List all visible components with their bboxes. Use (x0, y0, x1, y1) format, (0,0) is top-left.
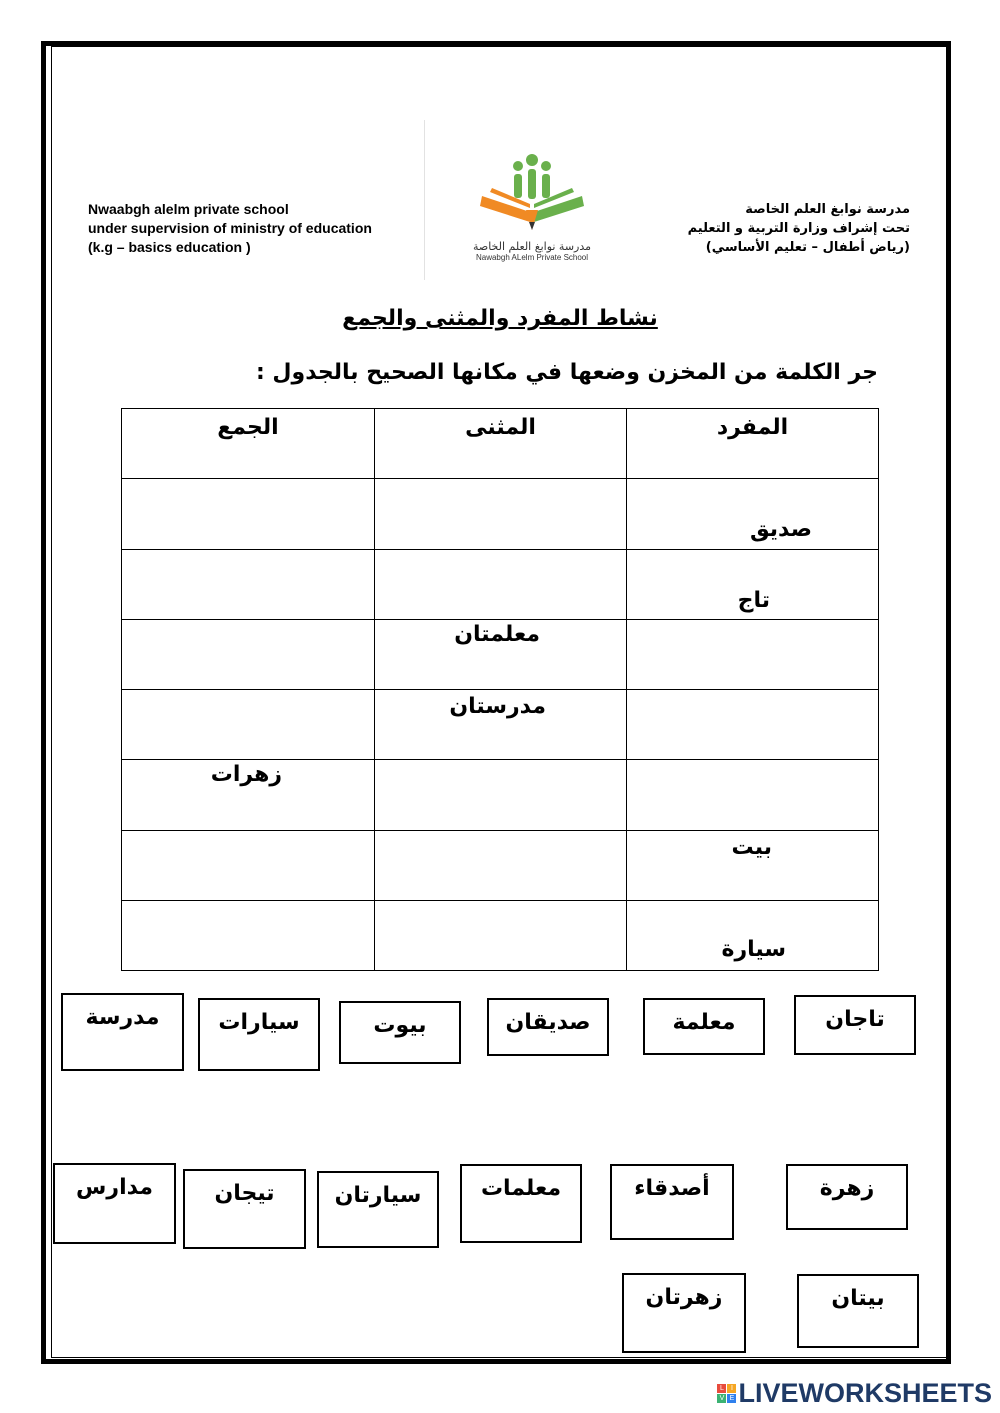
school-header-english (88, 200, 388, 257)
header-arabic-line: تحت إشراف وزارة التربية و التعليم (687, 221, 910, 236)
header-arabic-line: (رياض أطفال – تعليم الأساسي) (705, 240, 910, 255)
word-card[interactable]: معلمات (460, 1164, 582, 1243)
logo-arabic-name: مدرسة نوابغ العلم الخاصة (472, 240, 592, 253)
header-dual: المثنى (375, 409, 627, 479)
logo-letter: I (727, 1384, 736, 1393)
answer-table (121, 408, 879, 971)
drop-cell[interactable] (375, 549, 627, 619)
table-row (122, 619, 879, 689)
drop-cell[interactable] (122, 900, 375, 970)
table-header-row (122, 409, 879, 479)
drop-cell[interactable] (627, 830, 879, 900)
drop-cell[interactable] (122, 690, 375, 760)
word-card[interactable]: مدارس (53, 1163, 176, 1244)
logo-letter: L (717, 1384, 726, 1393)
drop-cell[interactable] (122, 760, 375, 830)
drop-cell[interactable] (627, 690, 879, 760)
word-card[interactable]: زهرة (786, 1164, 908, 1230)
drop-cell[interactable] (627, 900, 879, 970)
word-card[interactable]: تاجان (794, 995, 916, 1055)
cell-word: بيت (731, 834, 772, 860)
drop-cell[interactable] (122, 479, 375, 549)
drop-cell[interactable] (122, 549, 375, 619)
drop-cell[interactable] (627, 549, 879, 619)
word-card[interactable]: زهرتان (622, 1273, 746, 1353)
word-card[interactable]: أصدقاء (610, 1164, 734, 1240)
word-card[interactable]: صديقان (487, 998, 609, 1056)
cell-word: سيارة (721, 936, 786, 962)
liveworksheets-brand (717, 1378, 992, 1409)
table-row (122, 830, 879, 900)
worksheet-instruction: جر الكلمة من المخزن وضعها في مكانها الصحيح بالجدول : (255, 360, 878, 385)
table-row (122, 760, 879, 830)
word-card[interactable]: بيتان (797, 1274, 919, 1348)
worksheet-title: نشاط المفرد والمثنى والجمع (342, 306, 658, 331)
drop-cell[interactable] (375, 900, 627, 970)
table-row (122, 549, 879, 619)
logo-english-name: Nawabgh ALelm Private School (475, 253, 589, 262)
word-card[interactable]: سيارات (198, 998, 320, 1071)
cell-word: معلمتان (454, 621, 540, 647)
logo-letter: E (727, 1394, 736, 1403)
drop-cell[interactable] (627, 760, 879, 830)
liveworksheets-logo-icon (717, 1384, 736, 1403)
table-row (122, 690, 879, 760)
school-logo (462, 152, 602, 270)
drop-cell[interactable] (375, 830, 627, 900)
header-plural: الجمع (122, 409, 375, 479)
cell-word: مدرستان (449, 694, 546, 719)
word-card[interactable]: تيجان (183, 1169, 306, 1249)
drop-cell[interactable] (627, 619, 879, 689)
drop-cell[interactable] (375, 479, 627, 549)
word-card[interactable]: معلمة (643, 998, 765, 1055)
header-english-line: (k.g – basics education ) (88, 239, 251, 255)
cell-word: صديق (749, 517, 812, 543)
drop-cell[interactable] (122, 830, 375, 900)
table-row (122, 479, 879, 549)
school-header-arabic (610, 200, 910, 257)
word-card[interactable]: مدرسة (61, 993, 184, 1071)
logo-letter: V (717, 1394, 726, 1403)
header-arabic-line: مدرسة نوابغ العلم الخاصة (745, 202, 910, 217)
word-card[interactable]: بيوت (339, 1001, 461, 1064)
brand-text: LIVEWORKSHEETS (738, 1378, 992, 1408)
drop-cell[interactable] (375, 690, 627, 760)
book-people-logo-icon (472, 152, 592, 242)
drop-cell[interactable] (375, 760, 627, 830)
header-divider (424, 120, 425, 280)
drop-cell[interactable] (122, 619, 375, 689)
drop-cell[interactable] (627, 479, 879, 549)
cell-word: تاج (737, 587, 770, 613)
header-english-line: under supervision of ministry of education (88, 220, 372, 236)
header-english-line: Nwaabgh alelm private school (88, 201, 289, 217)
drop-cell[interactable] (375, 619, 627, 689)
header-singular: المفرد (627, 409, 879, 479)
table-row (122, 900, 879, 970)
cell-word: زهرات (210, 762, 282, 788)
word-card[interactable]: سيارتان (317, 1171, 439, 1248)
